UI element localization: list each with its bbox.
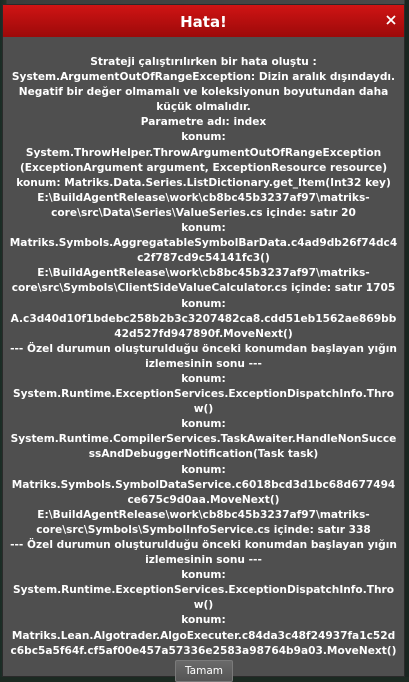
error-dialog: [2, 4, 405, 677]
dialog-titlebar: [3, 5, 404, 37]
ok-button[interactable]: Tamam: [175, 660, 233, 682]
close-button[interactable]: [384, 13, 398, 27]
close-icon: [384, 13, 398, 27]
error-message: Strateji çalıştırılırken bir hata oluştu : System.ArgumentOutOfRangeException: Dizin aralık dışındaydı. Negatif bir değer olmamalı ve koleksiyonun boyutundan daha küçük olmalıdır. Parametre adı: index konum: System.ThrowHelper.ThrowArgumentOutOfRangeException (ExceptionArgument argument, ExceptionResource resource) konum: Matriks.Data.Series.ListDictionary.get_Item(Int32 key) E:\BuildAgentRelease\work\cb8bc45b3237af97\matriks-core\src\Data\Series\ValueSeries.cs içinde: satır 20 konum: Matriks.Symbols.AggregatableSymbolBarData.c4ad9db26f74dc4c2f787cd9c54141fc3() E:\BuildAgentRelease\work\cb8bc45b3237af97\matriks-core\src\Symbols\ClientSideValueCalculator.cs içinde: satır 1705 konum: A.c3d40d10f1bdebc258b2b3c3207482ca8.cdd51eb1562ae869bb42d527fd947890f.MoveNext() --- Özel durumun oluşturulduğu önceki konumdan başlayan yığın izlemesinin sonu --- konum: System.Runtime.ExceptionServices.ExceptionDispatchInfo.Throw() konum: System.Runtime.CompilerServices.TaskAwaiter.HandleNonSuccessAndDebuggerNotification(Task task) konum: Matriks.Symbols.SymbolDataService.c6018bcd3d1bc68d677494ce675c9d0aa.MoveNext() E:\BuildAgentRelease\work\cb8bc45b3237af97\matriks-core\src\Symbols\SymbolInfoService.cs içinde: satır 338 --- Özel durumun oluşturulduğu önceki konumdan başlayan yığın izlemesinin sonu --- konum: System.Runtime.ExceptionServices.ExceptionDispatchInfo.Throw() konum: Matriks.Lean.Algotrader.AlgoExecuter.c84da3c48f24937fa1c52dc6bc5a5f64f.cf5af00e457a57336e2583a98764b9a03.MoveNext(): [9, 56, 398, 657]
dialog-title: Hata!: [180, 13, 227, 31]
